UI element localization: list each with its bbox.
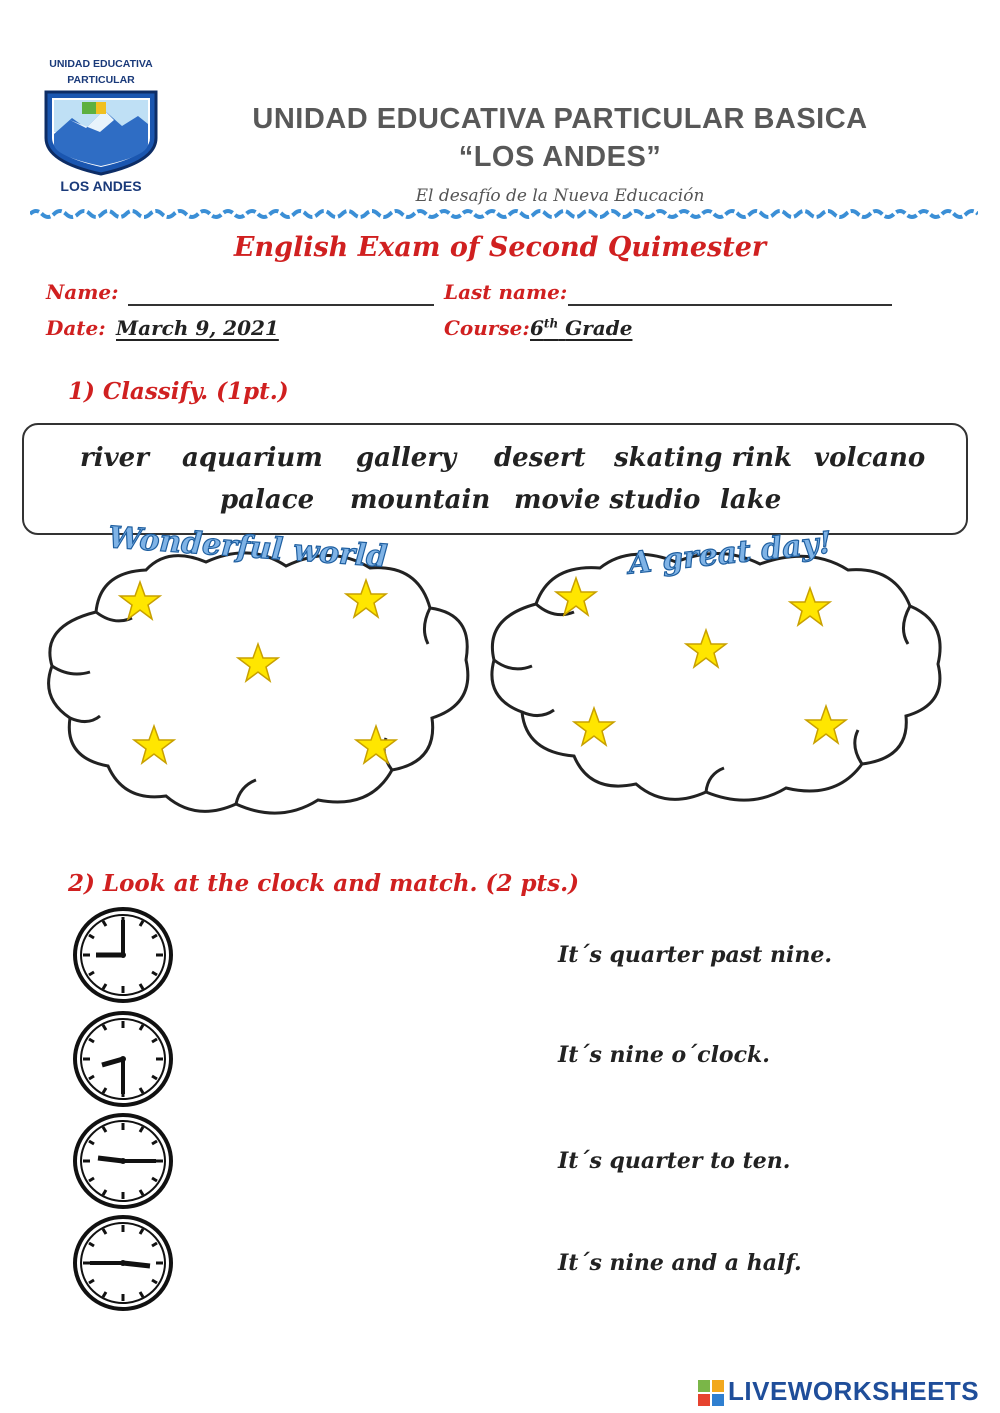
school-name-line2: “LOS ANDES” (458, 141, 662, 173)
course-value (530, 316, 632, 340)
course-ordinal: th (543, 316, 559, 331)
word-item[interactable]: skating rink (614, 443, 793, 473)
word-item[interactable]: volcano (814, 443, 926, 473)
header-divider (30, 207, 978, 221)
phrase-option[interactable]: It´s nine o´clock. (558, 1042, 770, 1068)
liveworksheets-logo-icon (698, 1380, 724, 1406)
exam-title: English Exam of Second Quimester (233, 232, 767, 263)
phrase-option[interactable]: It´s quarter to ten. (558, 1148, 791, 1174)
lastname-label: Last name: (444, 280, 568, 304)
clock-icon (72, 1010, 174, 1108)
word-item[interactable]: palace (220, 485, 315, 515)
word-item[interactable]: movie studio (514, 485, 701, 515)
course-grade: Grade (565, 316, 633, 340)
school-motto: El desafío de la Nueva Educación (415, 186, 705, 206)
school-name (180, 100, 940, 176)
name-label: Name: (46, 280, 119, 304)
logo-text-top: UNIDAD EDUCATIVA (49, 58, 153, 70)
word-item[interactable]: aquarium (182, 443, 323, 473)
word-item[interactable]: river (80, 443, 149, 473)
word-item[interactable]: lake (720, 485, 782, 515)
lastname-input-line[interactable] (568, 282, 892, 306)
cloud-wonderful-world[interactable] (36, 548, 476, 816)
date-value: March 9, 2021 (116, 316, 279, 340)
phrase-option[interactable]: It´s nine and a half. (558, 1250, 802, 1276)
phrase-option[interactable]: It´s quarter past nine. (558, 942, 832, 968)
name-input-line[interactable] (128, 282, 434, 306)
liveworksheets-brand: LIVEWORKSHEETS (728, 1376, 980, 1406)
cloud-title-left: Wonderful world (107, 520, 389, 575)
date-label: Date: (46, 316, 106, 340)
clock-icon (72, 1214, 174, 1312)
shield-icon (42, 88, 160, 176)
q2-title: 2) Look at the clock and match. (2 pts.) (68, 870, 579, 897)
cloud-great-day[interactable] (480, 548, 950, 806)
word-bank (22, 423, 968, 535)
clock-icon (72, 1112, 174, 1210)
cloud-title-right: A great day! (626, 525, 834, 582)
word-item[interactable]: gallery (356, 443, 457, 473)
q1-title: 1) Classify. (1pt.) (68, 378, 289, 405)
logo-text-top-2: PARTICULAR (67, 74, 135, 86)
school-name-line1: UNIDAD EDUCATIVA PARTICULAR BASICA (252, 103, 868, 135)
course-number: 6 (530, 316, 544, 340)
logo-text-bottom: LOS ANDES (60, 178, 142, 194)
clock-icon (72, 906, 174, 1004)
word-item[interactable]: desert (494, 443, 586, 473)
school-logo (36, 56, 166, 196)
word-item[interactable]: mountain (350, 485, 491, 515)
course-label: Course: (444, 316, 530, 340)
